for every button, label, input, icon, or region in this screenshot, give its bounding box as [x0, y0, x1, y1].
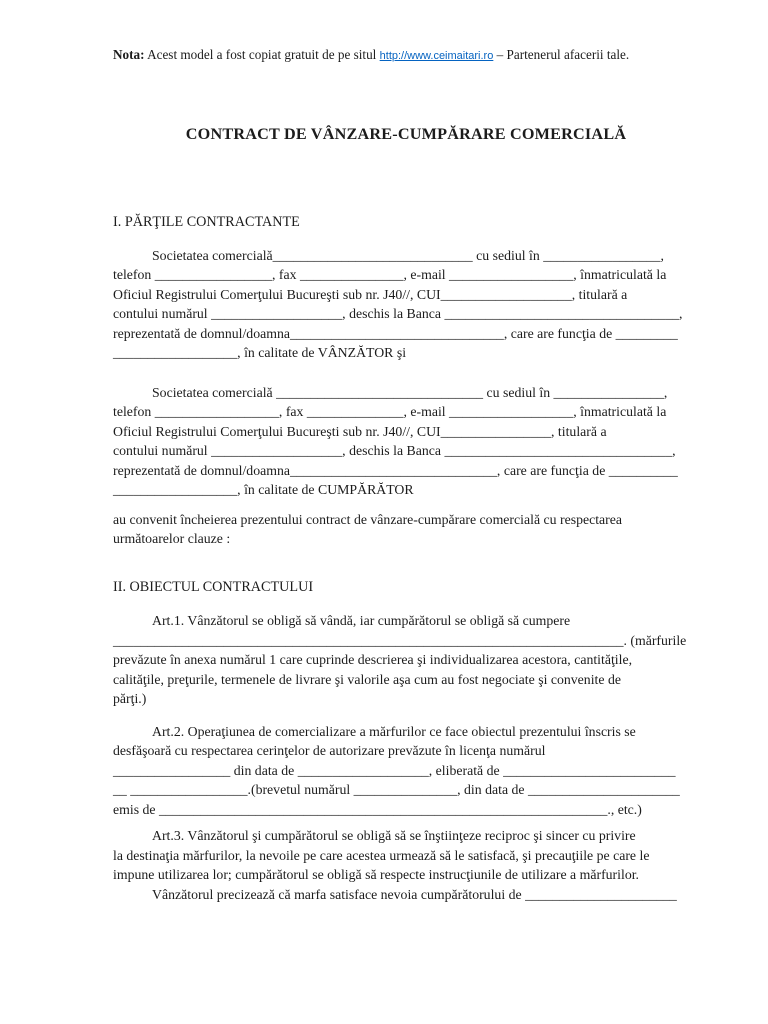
section-heading-object: II. OBIECTUL CONTRACTULUI [113, 578, 314, 595]
source-link[interactable]: http://www.ceimaitari.ro [379, 50, 494, 62]
contract-line: au convenit încheierea prezentului contract de vânzare-cumpărare comercială cu respectarea [113, 511, 623, 527]
contract-line: la destinaţia mărfurilor, la nevoile pe care acestea urmează să le satisfacă, şi precauţiile pe care le [113, 847, 650, 863]
agreement-paragraph [113, 510, 699, 549]
contract-line: telefon _________________, fax _______________, e-mail __________________, înmatriculată la [113, 267, 667, 282]
contract-line: Societatea comercială ______________________________ cu sediul în ________________, [152, 384, 668, 400]
contract-line: părţi.) [113, 691, 147, 706]
article-3-paragraph [113, 826, 699, 904]
vendor-paragraph [113, 246, 699, 363]
contract-title: CONTRACT DE VÂNZARE-CUMPĂRARE COMERCIALĂ [185, 125, 627, 143]
contract-line: telefon __________________, fax ______________, e-mail __________________, înmatriculată la [113, 404, 667, 419]
contract-line: Art.2. Operaţiunea de comercializare a mărfurilor ce face obiectul prezentului înscris se [152, 723, 636, 739]
note-label: Nota: [113, 47, 145, 62]
contract-line: Vânzătorul precizează că marfa satisface nevoia cumpărătorului de ______________________ [152, 886, 677, 902]
contract-line: Art.1. Vânzătorul se obligă să vândă, iar cumpărătorul se obligă să cumpere [152, 613, 571, 628]
document-content [113, 0, 699, 904]
article-1-paragraph [113, 611, 699, 709]
contract-line: reprezentată de domnul/doamna______________________________, care are funcţia de __________ [113, 462, 678, 478]
article-2-paragraph [113, 722, 699, 820]
contract-line: __________________, în calitate de CUMPĂRĂTOR [113, 482, 414, 497]
contract-line: impune utilizarea lor; cumpărătorul se obligă să respecte instrucţiunile de utilizare a mărfurilor. [113, 867, 639, 882]
contract-line: prevăzute în anexa numărul 1 care cuprinde descrierea şi individualizarea acestora, cantităţile, [113, 652, 633, 667]
contract-line: Societatea comercială_____________________________ cu sediul în _________________, [152, 247, 664, 263]
section-heading-parties: I. PĂRŢILE CONTRACTANTE [113, 214, 300, 230]
contract-line: contului numărul ___________________, deschis la Banca _________________________________, [113, 443, 676, 458]
buyer-paragraph [113, 383, 699, 500]
contract-line: emis de _________________________________________________________________., etc.) [113, 801, 642, 817]
contract-line: calităţile, preţurile, termenele de livrare şi valorile aşa cum au fost negociate şi convenite de [113, 671, 621, 687]
contract-line: Art.3. Vânzătorul şi cumpărătorul se obligă să se înştiinţeze reciproc şi sincer cu privire [152, 828, 636, 843]
contract-line: Oficiul Registrului Comerţului Bucureşti sub nr. J40//, CUI________________, titulară a [113, 423, 607, 439]
contract-line: reprezentată de domnul/doamna_______________________________, care are funcţia de _________ [113, 325, 678, 341]
source-note [113, 45, 699, 66]
contract-line: Oficiul Registrului Comerţului Bucureşti sub nr. J40//, CUI___________________, titulară a [113, 286, 628, 302]
note-text-before: Acest model a fost copiat gratuit de pe situl [147, 47, 377, 62]
contract-line: următoarelor clauze : [113, 531, 231, 546]
contract-line: __________________, în calitate de VÂNZĂTOR şi [113, 345, 407, 360]
contract-line: _________________ din data de ___________________, eliberată de _________________________ [113, 762, 676, 778]
contract-line: desfăşoară cu respectarea cerinţelor de autorizare prevăzute în licenţa numărul [113, 743, 546, 758]
contract-line: __________________________________________________________________________. (mărfurile [113, 632, 687, 648]
contract-line: contului numărul ___________________, deschis la Banca __________________________________, [113, 306, 683, 321]
contract-line: __ _________________.(brevetul numărul _______________, din data de ______________________ [113, 782, 680, 797]
note-text-after: – Partenerul afacerii tale. [496, 47, 630, 62]
